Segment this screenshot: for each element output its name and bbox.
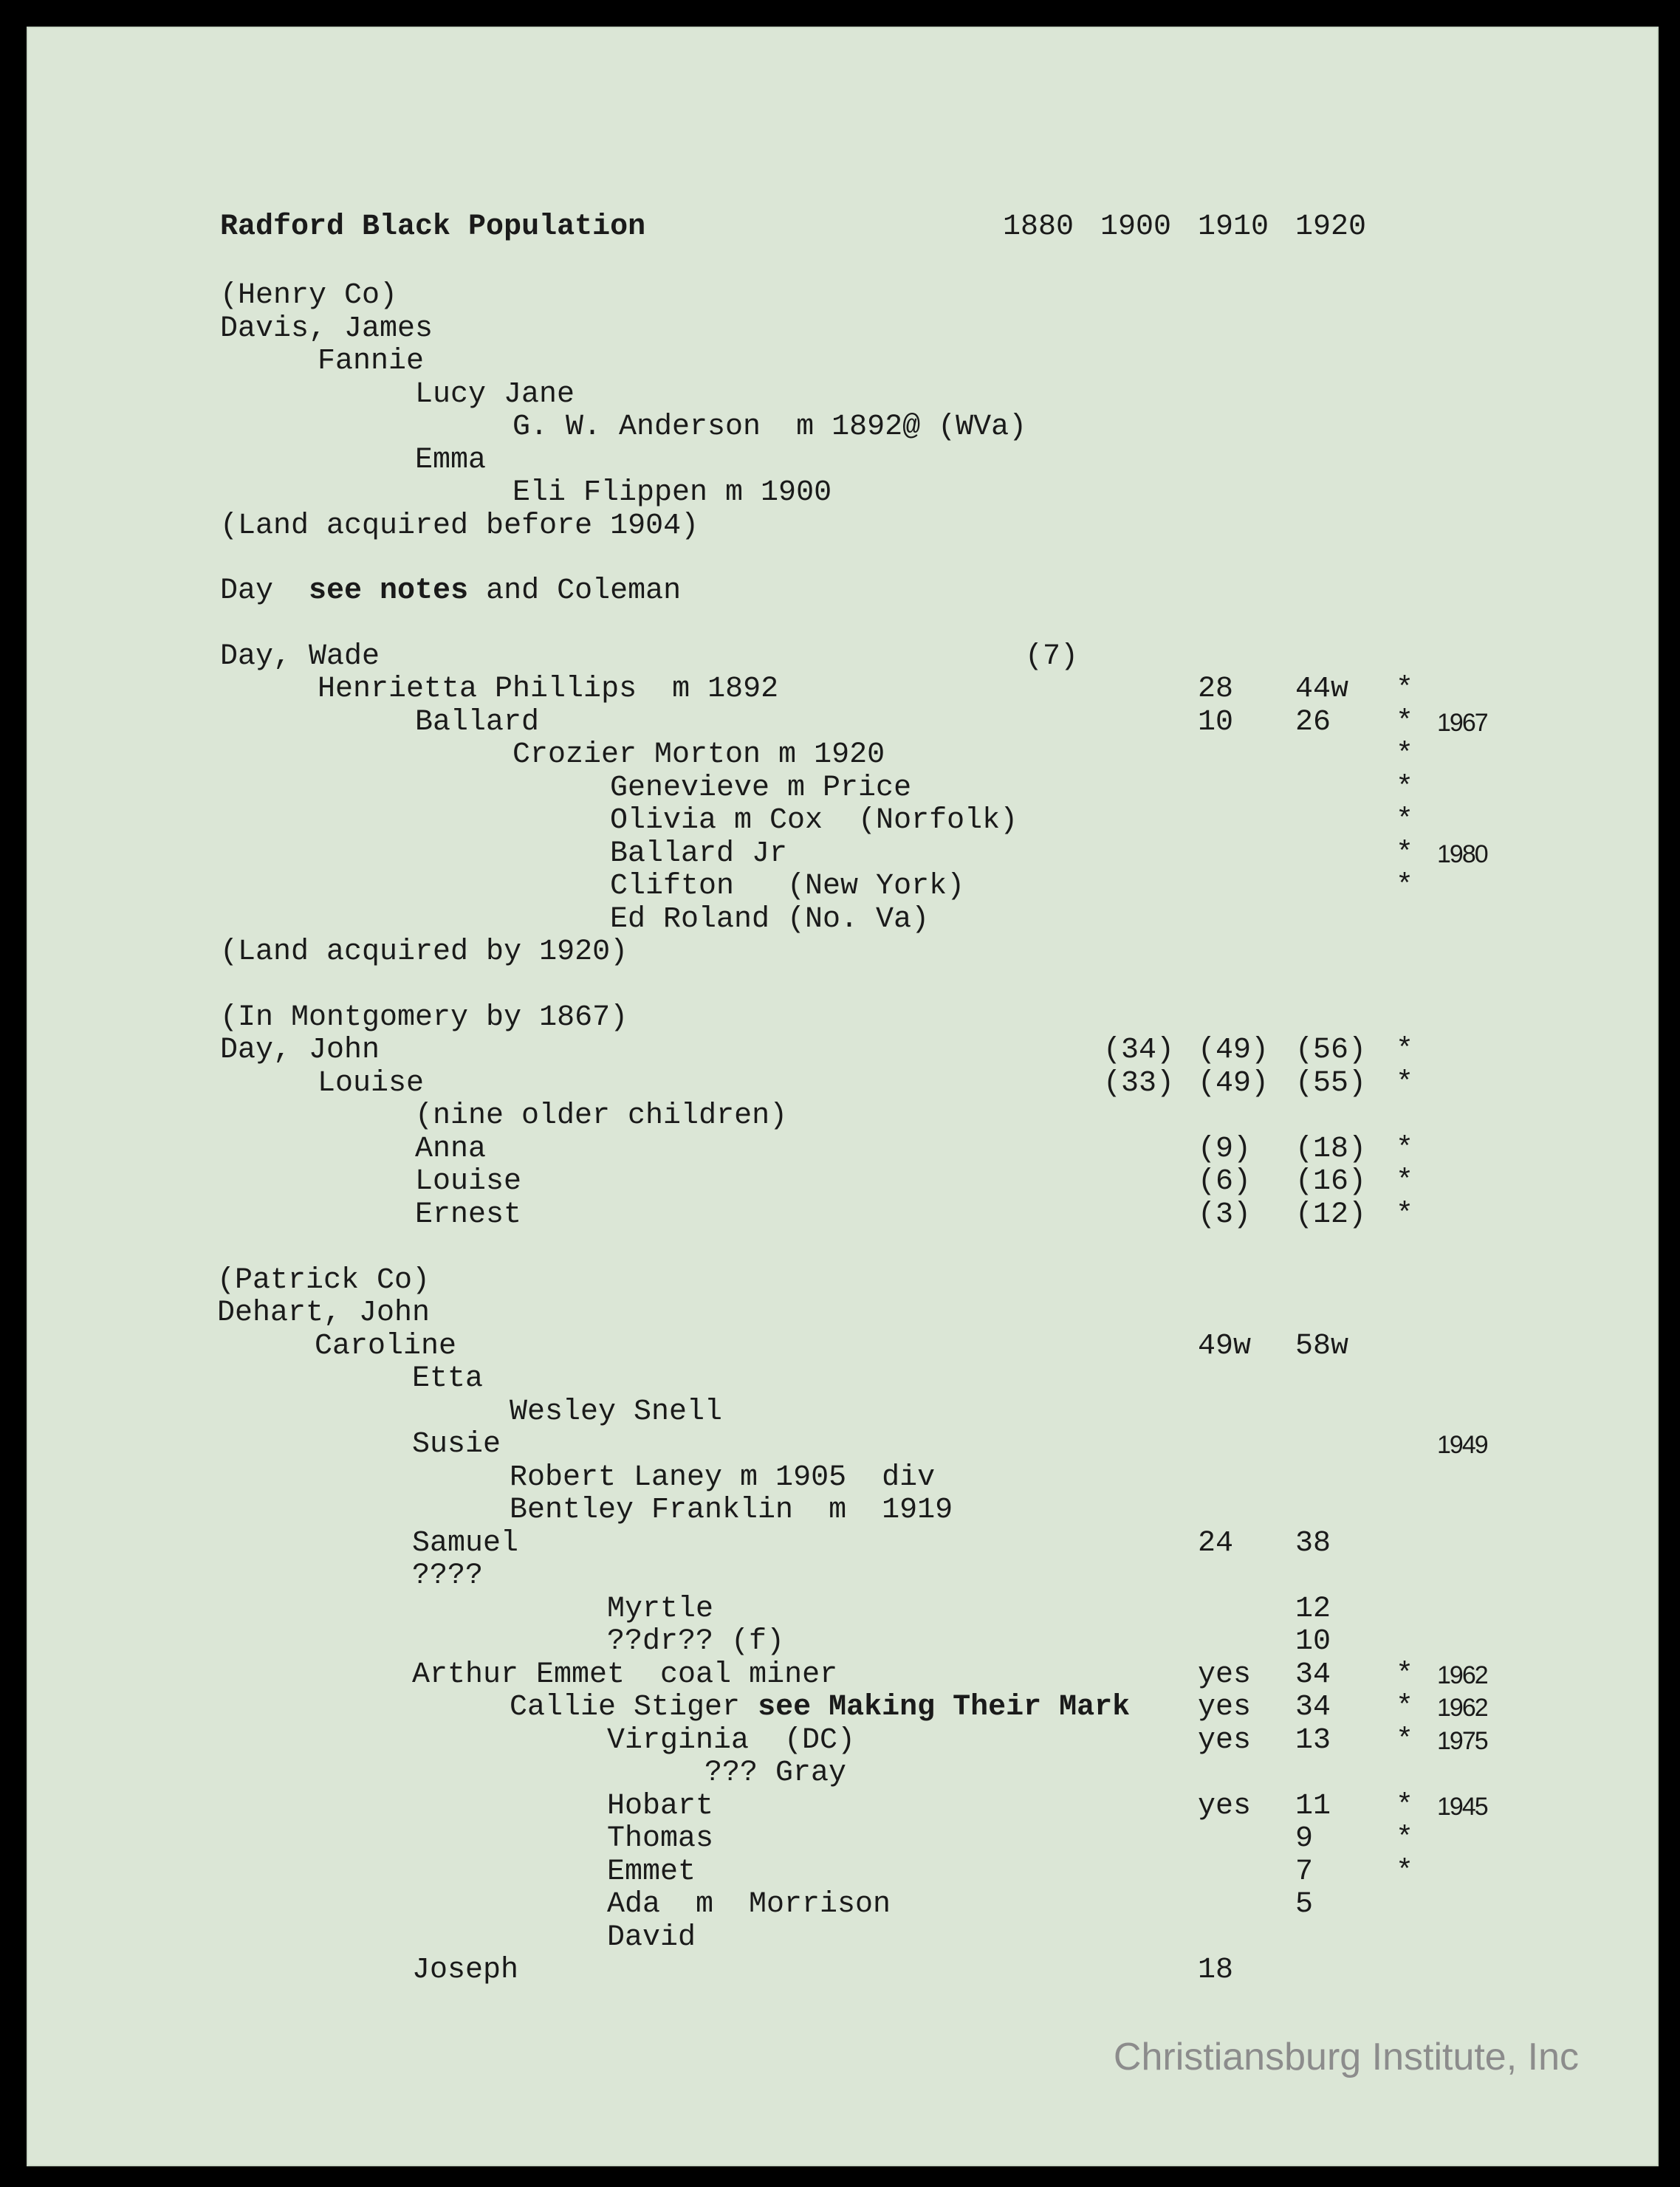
entry-text: Dehart, John [217,1297,431,1330]
entry-text: Lucy Jane [415,378,575,411]
entry-line [220,510,699,543]
entry-line [412,1429,501,1461]
census-age-1910: (3) [1198,1198,1252,1232]
entry-text: Etta [412,1362,484,1395]
census-age-1920: 26 [1295,706,1331,739]
marker-star: * [1396,837,1414,871]
entry-line [217,1297,430,1330]
census-age-1910: (49) [1198,1067,1269,1100]
census-age-1910: yes [1198,1691,1252,1724]
year-header-1920: 1920 [1295,210,1367,244]
entry-text: Fannie [318,345,425,378]
census-age-1920: 5 [1295,1888,1314,1921]
census-age-1920: 7 [1295,1855,1314,1889]
entry-line [412,1659,837,1692]
entry-line [607,1791,713,1823]
entry-text: Day, Wade [220,640,380,673]
entry-text: Samuel [412,1527,519,1560]
entry-text: (nine older children) [415,1099,788,1133]
marker-star: * [1396,1198,1414,1232]
year-header-1880: 1880 [1003,210,1074,244]
entry-text: Virginia (DC) [607,1724,856,1757]
entry-line [607,1593,713,1626]
entry-text: Day, John [220,1034,380,1067]
entry-text: ???? [412,1559,484,1593]
entry-text: Myrtle [607,1593,714,1626]
census-age-1920: 9 [1295,1822,1314,1855]
entry-text: G. W. Anderson m 1892@ (WVa) [512,411,1027,444]
entry-line [220,641,380,673]
document-page [27,27,1659,2166]
entry-text: Bentley Franklin m 1919 [510,1494,953,1527]
entry-text: Callie Stiger [510,1691,758,1724]
entry-line [610,838,787,871]
marker-star: * [1396,738,1414,772]
entry-text: Joseph [412,1954,519,1987]
entry-text: Clifton (New York) [610,870,965,903]
marker-star: * [1396,706,1414,739]
census-age-1910: yes [1198,1724,1252,1757]
census-age-1910: (49) [1198,1034,1269,1067]
census-age-1920: 12 [1295,1593,1331,1626]
entry-line [412,1363,483,1395]
census-age-1920: 11 [1295,1790,1331,1823]
census-age-1910: (9) [1198,1133,1252,1166]
death-year: 1975 [1437,1727,1487,1755]
census-age-1910: 18 [1198,1954,1234,1987]
entry-text: Wesley Snell [510,1395,723,1429]
entry-line [415,1100,787,1133]
entry-text: Genevieve m Price [610,772,912,805]
entry-text: Caroline [315,1330,457,1363]
entry-text: Louise [415,1165,522,1198]
entry-text: Emma [415,444,487,477]
entry-line [510,1692,1130,1724]
entry-line [415,379,575,411]
marker-star: * [1396,1658,1414,1692]
entry-text: Day [220,574,309,608]
entry-line [412,1560,483,1593]
death-year: 1967 [1437,709,1487,737]
marker-star: * [1396,1855,1414,1889]
entry-text: Emmet [607,1855,696,1889]
entry-text: Ballard Jr [610,837,788,871]
entry-text: ??dr?? (f) [607,1625,785,1658]
census-age-1920: (12) [1295,1198,1367,1232]
entry-text: Olivia m Cox (Norfolk) [610,804,1018,837]
census-age-1920: 44w [1295,673,1349,706]
entry-line [607,1889,891,1921]
marker-star: * [1396,673,1414,706]
entry-line [220,1002,628,1034]
entry-line [220,1034,380,1067]
census-age-1920: (55) [1295,1067,1367,1100]
census-age-1920: (18) [1295,1133,1367,1166]
entry-line [512,477,832,509]
marker-star: * [1396,1067,1414,1100]
entry-line [610,772,911,805]
census-age-1920: (56) [1295,1034,1367,1067]
entry-text: Ballard [415,706,540,739]
census-age-1910: 10 [1198,706,1234,739]
entry-text: Ernest [415,1198,522,1232]
census-age-1910: 49w [1198,1330,1252,1363]
entry-text: and Coleman [468,574,682,608]
entry-line [607,1922,696,1954]
census-age-1880: (7) [1025,640,1079,673]
entry-text: (Land acquired by 1920) [220,935,628,969]
entry-line [607,1856,696,1889]
entry-text: ??? Gray [704,1757,847,1790]
entry-line [510,1396,722,1429]
entry-line [510,1494,953,1527]
year-header-1900: 1900 [1100,210,1172,244]
marker-star: * [1396,1691,1414,1724]
entry-line [412,1954,518,1987]
entry-line [510,1462,935,1494]
entry-text: Hobart [607,1790,714,1823]
entry-text: Crozier Morton m 1920 [512,738,885,772]
census-age-1920: 38 [1295,1527,1331,1560]
entry-reference: see notes [309,574,469,608]
marker-star: * [1396,870,1414,903]
census-age-1910: 24 [1198,1527,1234,1560]
entry-text: Henrietta Phillips m 1892 [318,673,779,706]
census-age-1920: 34 [1295,1658,1331,1692]
entry-line [315,1331,456,1363]
entry-line [318,673,778,706]
entry-line [610,904,929,936]
entry-line [217,1265,430,1297]
marker-star: * [1396,1790,1414,1823]
entry-text: Anna [415,1133,487,1166]
marker-star: * [1396,1724,1414,1757]
death-year: 1980 [1437,840,1487,868]
entry-line [607,1725,855,1757]
entry-text: Susie [412,1428,501,1461]
marker-star: * [1396,1165,1414,1198]
census-age-1920: 10 [1295,1625,1331,1658]
entry-line [610,805,1018,837]
page-title: Radford Black Population [220,210,646,244]
marker-star: * [1396,772,1414,805]
entry-text: (In Montgomery by 1867) [220,1001,628,1034]
census-age-1920: 34 [1295,1691,1331,1724]
entry-text: Arthur Emmet coal miner [412,1658,838,1692]
census-age-1910: yes [1198,1790,1252,1823]
entry-line [220,575,681,608]
entry-text: Ada m Morrison [607,1888,891,1921]
entry-text: Thomas [607,1822,714,1855]
census-age-1910: 28 [1198,673,1234,706]
entry-line [512,411,1026,444]
entry-line [220,313,433,346]
marker-star: * [1396,804,1414,837]
census-age-1900: (33) [1103,1067,1175,1100]
entry-line [412,1528,518,1560]
entry-text: Robert Laney m 1905 div [510,1461,936,1494]
entry-line [512,739,885,772]
year-header-1910: 1910 [1198,210,1269,244]
entry-line [318,346,424,378]
entry-line [318,1068,424,1100]
entry-line [220,936,628,969]
entry-line [415,444,486,477]
census-age-1910: yes [1198,1658,1252,1692]
marker-star: * [1396,1034,1414,1067]
marker-star: * [1396,1822,1414,1855]
entry-line [415,1133,486,1166]
entry-line [415,1166,521,1198]
death-year: 1962 [1437,1694,1487,1722]
entry-text: David [607,1921,696,1954]
census-age-1920: (16) [1295,1165,1367,1198]
census-age-1920: 58w [1295,1330,1349,1363]
entry-reference: see Making Their Mark [758,1691,1131,1724]
census-age-1910: (6) [1198,1165,1252,1198]
entry-text: Eli Flippen m 1900 [512,476,832,509]
entry-line [610,871,964,903]
death-year: 1962 [1437,1661,1487,1689]
entry-text: (Land acquired before 1904) [220,509,699,543]
entry-line [607,1823,713,1855]
entry-line [220,280,397,312]
marker-star: * [1396,1133,1414,1166]
death-year: 1945 [1437,1793,1487,1821]
entry-text: (Patrick Co) [217,1264,431,1297]
entry-text: (Henry Co) [220,279,398,312]
entry-text: Davis, James [220,312,433,346]
entry-line [704,1757,846,1790]
death-year: 1949 [1437,1431,1487,1459]
entry-line [415,1199,521,1232]
census-age-1900: (34) [1103,1034,1175,1067]
entry-text: Louise [318,1067,425,1100]
watermark: Christiansburg Institute, Inc [1113,2036,1579,2078]
entry-text: Ed Roland (No. Va) [610,903,930,936]
entry-line [415,707,539,739]
entry-line [607,1626,784,1658]
census-age-1920: 13 [1295,1724,1331,1757]
